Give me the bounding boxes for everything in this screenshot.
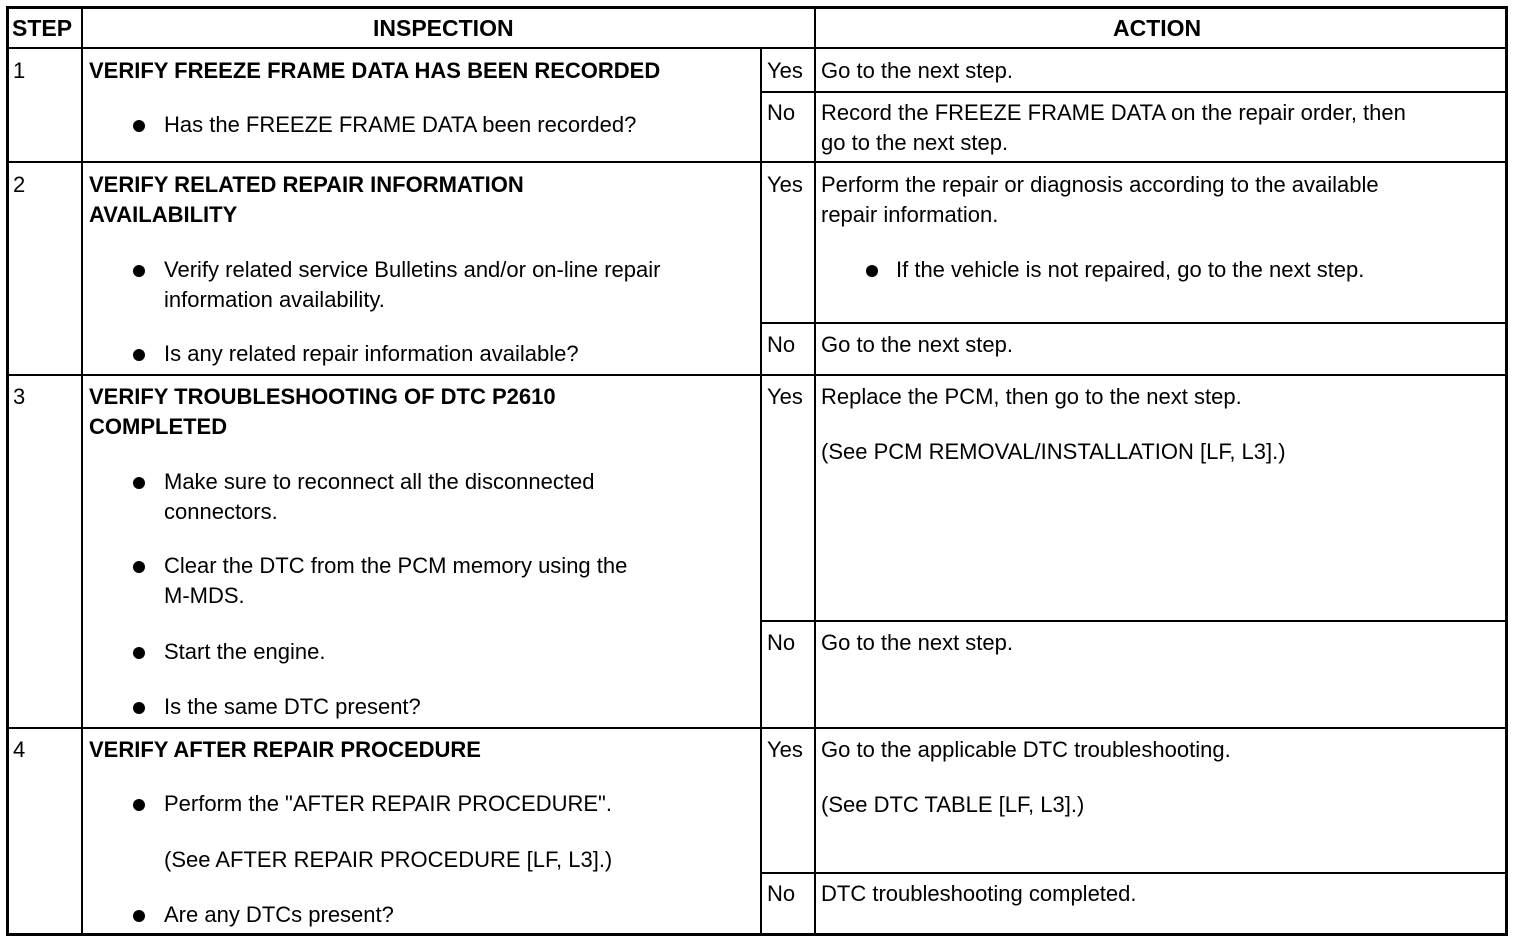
row1-title: VERIFY FREEZE FRAME DATA HAS BEEN RECORDED [89, 58, 661, 83]
row1-rule [6, 161, 1508, 163]
row3-rule [6, 727, 1508, 729]
bullet-icon [133, 477, 145, 489]
step-column-rule [81, 6, 83, 936]
row3-bullet-2-line1: Clear the DTC from the PCM memory using the [164, 553, 628, 578]
row1-no-label: No [767, 100, 796, 125]
row4-bullet-1: Perform the "AFTER REPAIR PROCEDURE". [164, 791, 612, 816]
row3-no-action: Go to the next step. [821, 630, 1014, 655]
row3-title-line2: COMPLETED [89, 414, 228, 439]
row3-yes-label: Yes [767, 384, 803, 409]
row1-yes-label: Yes [767, 58, 803, 83]
row3-step-number: 3 [13, 384, 26, 409]
row3-bullet-4: Is the same DTC present? [164, 694, 421, 719]
row4-yes-action: Go to the applicable DTC troubleshooting. [821, 737, 1231, 762]
header-action: ACTION [1113, 15, 1202, 41]
row2-bullet-1-line2: information availability. [164, 287, 385, 312]
row4-bullet-2: Are any DTCs present? [164, 902, 394, 927]
row2-bullet-2: Is any related repair information available? [164, 341, 579, 366]
row2-no-label: No [767, 332, 796, 357]
row1-step-number: 1 [13, 58, 26, 83]
row2-title-line1: VERIFY RELATED REPAIR INFORMATION [89, 172, 524, 197]
row2-yes-action-line1: Perform the repair or diagnosis according to the available [821, 172, 1379, 197]
row3-bullet-1-line2: connectors. [164, 499, 278, 524]
header-rule [6, 47, 1508, 49]
bullet-icon [133, 799, 145, 811]
row2-yes-action-line2: repair information. [821, 202, 999, 227]
row4-yes-no-rule [760, 872, 1508, 874]
row4-yes-reference: (See DTC TABLE [LF, L3].) [821, 792, 1085, 817]
row1-yes-no-rule [760, 91, 1508, 93]
header-inspection: INSPECTION [373, 15, 514, 41]
row2-bullet-1-line1: Verify related service Bulletins and/or on-line repair [164, 257, 661, 282]
row2-no-action: Go to the next step. [821, 332, 1014, 357]
inspection-column-rule [760, 47, 762, 936]
row4-no-label: No [767, 881, 796, 906]
row3-no-label: No [767, 630, 796, 655]
row3-yes-no-rule [760, 620, 1508, 622]
row4-yes-label: Yes [767, 737, 803, 762]
bullet-icon [133, 910, 145, 922]
answer-column-rule [814, 6, 816, 936]
row4-title: VERIFY AFTER REPAIR PROCEDURE [89, 737, 481, 762]
row2-yes-label: Yes [767, 172, 803, 197]
row2-title-line2: AVAILABILITY [89, 202, 238, 227]
row3-yes-reference: (See PCM REMOVAL/INSTALLATION [LF, L3].) [821, 439, 1286, 464]
row1-no-action-line2: go to the next step. [821, 130, 1009, 155]
bullet-icon [133, 349, 145, 361]
bullet-icon [133, 265, 145, 277]
bullet-icon [133, 647, 145, 659]
row3-yes-action: Replace the PCM, then go to the next step. [821, 384, 1242, 409]
row2-yes-no-rule [760, 322, 1508, 324]
header-step: STEP [12, 15, 73, 41]
row4-bullet-1-reference: (See AFTER REPAIR PROCEDURE [LF, L3].) [164, 847, 613, 872]
row3-bullet-3: Start the engine. [164, 639, 326, 664]
row1-yes-action: Go to the next step. [821, 58, 1014, 83]
row2-yes-bullet: If the vehicle is not repaired, go to the next step. [896, 257, 1365, 282]
bullet-icon [133, 702, 145, 714]
row3-title-line1: VERIFY TROUBLESHOOTING OF DTC P2610 [89, 384, 556, 409]
row1-bullet-1: Has the FREEZE FRAME DATA been recorded? [164, 112, 637, 137]
row1-no-action-line1: Record the FREEZE FRAME DATA on the repair order, then [821, 100, 1406, 125]
row2-rule [6, 374, 1508, 376]
bullet-icon [866, 265, 878, 277]
bullet-icon [133, 561, 145, 573]
row4-no-action: DTC troubleshooting completed. [821, 881, 1137, 906]
bullet-icon [133, 120, 145, 132]
row3-bullet-2-line2: M-MDS. [164, 583, 245, 608]
row4-step-number: 4 [13, 737, 26, 762]
row3-bullet-1-line1: Make sure to reconnect all the disconnected [164, 469, 595, 494]
row2-step-number: 2 [13, 172, 26, 197]
